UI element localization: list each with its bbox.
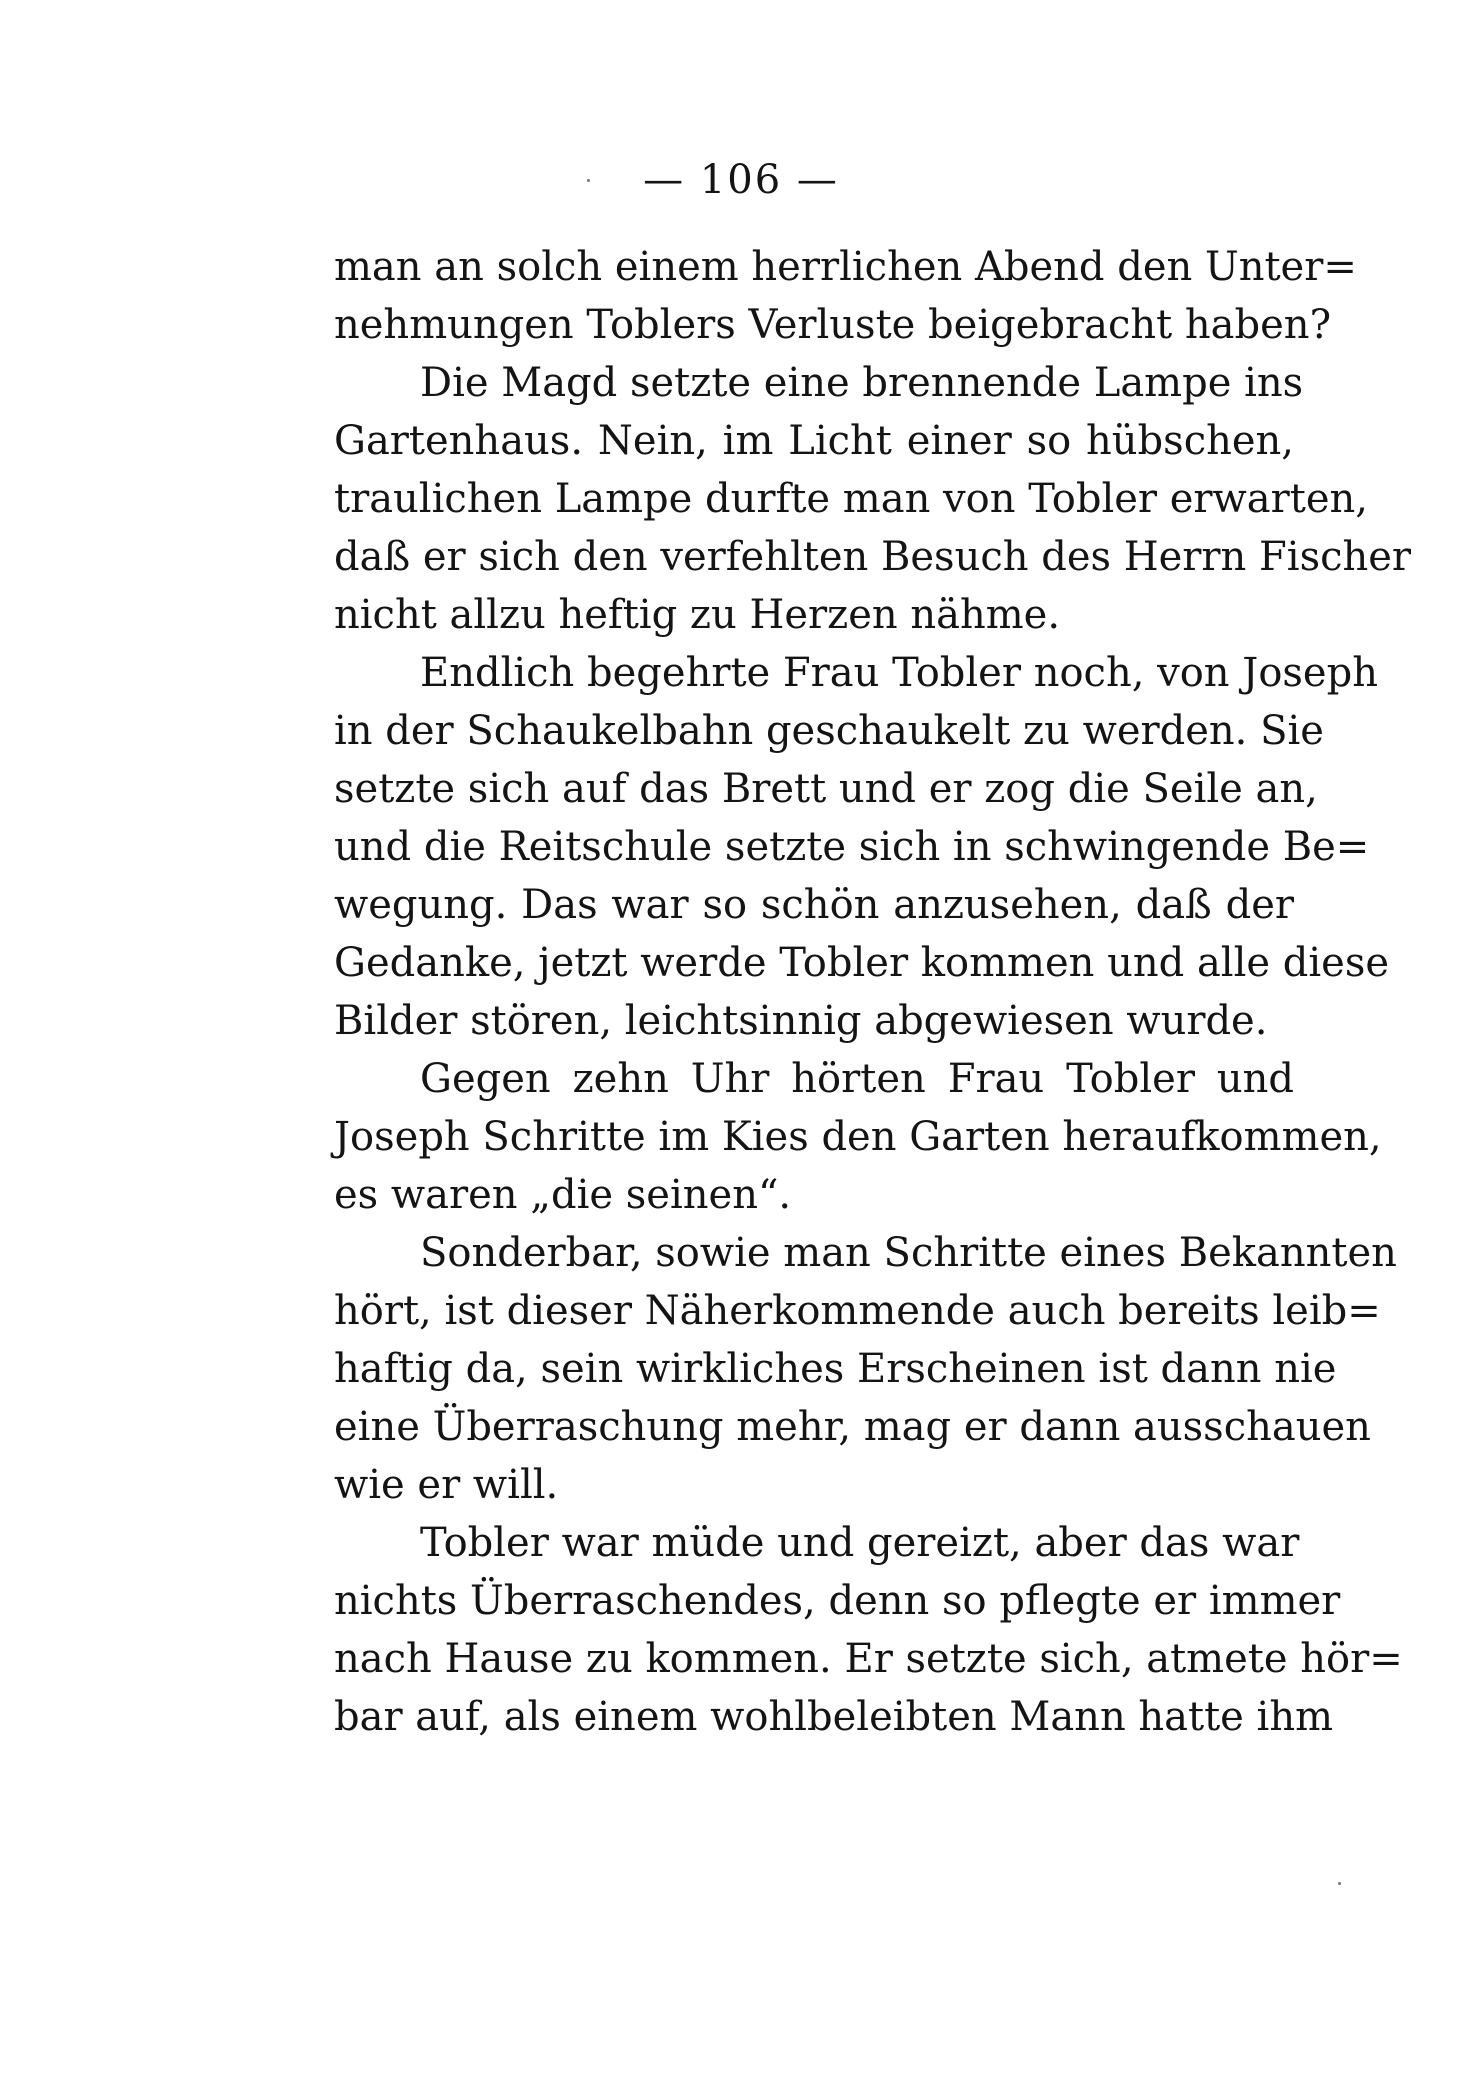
paper-speck bbox=[1338, 1882, 1341, 1885]
text-line: haftig da, sein wirkliches Erscheinen ist dann nie bbox=[334, 1346, 1337, 1392]
text-line: Bilder stören, leichtsinnig abgewiesen wurde. bbox=[334, 998, 1268, 1044]
text-line: Endlich begehrte Frau Tobler noch, von Joseph bbox=[420, 650, 1378, 696]
text-line: bar auf, als einem wohlbeleibten Mann hatte ihm bbox=[334, 1694, 1334, 1740]
text-line: eine Überraschung mehr, mag er dann ausschauen bbox=[334, 1404, 1371, 1450]
text-line: traulichen Lampe durfte man von Tobler erwarten, bbox=[334, 476, 1368, 522]
text-line: man an solch einem herrlichen Abend den Unter= bbox=[334, 244, 1357, 290]
text-line: nach Hause zu kommen. Er setzte sich, atmete hör= bbox=[334, 1636, 1403, 1682]
text-line: setzte sich auf das Brett und er zog die Seile an, bbox=[334, 766, 1318, 812]
text-line: daß er sich den verfehlten Besuch des Herrn Fischer bbox=[334, 534, 1412, 580]
text-line: wie er will. bbox=[334, 1462, 559, 1508]
text-line: Joseph Schritte im Kies den Garten heraufkommen, bbox=[334, 1114, 1382, 1160]
page-number: — 106 — bbox=[643, 157, 839, 203]
text-line: Tobler war müde und gereizt, aber das war bbox=[420, 1520, 1300, 1566]
text-line: Sonderbar, sowie man Schritte eines Bekannten bbox=[420, 1230, 1397, 1276]
paper-speck bbox=[587, 179, 590, 182]
text-line: nicht allzu heftig zu Herzen nähme. bbox=[334, 592, 1061, 638]
text-line: nehmungen Toblers Verluste beigebracht haben? bbox=[334, 302, 1332, 348]
text-line: Gedanke, jetzt werde Tobler kommen und alle diese bbox=[334, 940, 1390, 986]
text-line: Gartenhaus. Nein, im Licht einer so hübschen, bbox=[334, 418, 1294, 464]
text-line: Gegen zehn Uhr hörten Frau Tobler und bbox=[420, 1056, 1294, 1102]
text-line: Die Magd setzte eine brennende Lampe ins bbox=[420, 360, 1304, 406]
text-line: in der Schaukelbahn geschaukelt zu werden. Sie bbox=[334, 708, 1324, 754]
text-line: wegung. Das war so schön anzusehen, daß der bbox=[334, 882, 1294, 928]
text-line: nichts Überraschendes, denn so pflegte er immer bbox=[334, 1578, 1341, 1624]
body-text bbox=[334, 238, 1412, 1746]
text-line: und die Reitschule setzte sich in schwingende Be= bbox=[334, 824, 1370, 870]
text-line: hört, ist dieser Näherkommende auch bereits leib= bbox=[334, 1288, 1381, 1334]
text-line: es waren „die seinen“. bbox=[334, 1172, 792, 1218]
